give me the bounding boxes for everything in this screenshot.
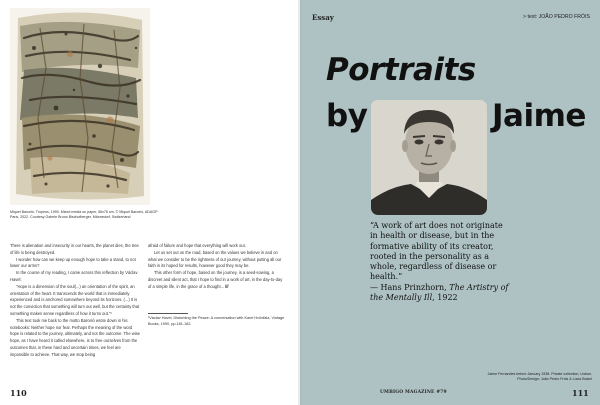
magazine-issue: UMBIGO MAGAZINE #79 xyxy=(380,390,447,395)
footnote: ¹Václav Havel, Disturbing the Peace: A conversation with Karel Hvížďala, Vintage Books, 1990, pp.181-182. xyxy=(148,316,285,326)
quote-text: “A work of art does not originate in health or disease, but in the formative ability of its creator, rooted in the personality as a whole, regardless of disease or health.” xyxy=(370,221,503,282)
quote-year: , 1922 xyxy=(432,293,458,303)
author-byline: > text: JOÃO PEDRO FRÓIS xyxy=(522,14,590,20)
quote-author: — Hans Prinzhorn, xyxy=(370,282,447,292)
article-column-1 xyxy=(10,243,140,359)
page-number-left: 110 xyxy=(10,388,27,398)
title-line-1: Portraits xyxy=(326,52,476,88)
article-paragraph: There is alienation and insecurity in our hearts, the planet dies, the tree of life is being destroyed. xyxy=(10,243,139,255)
man-portrait-illustration xyxy=(371,100,487,215)
artwork-image xyxy=(10,8,150,205)
end-mark: /// xyxy=(225,283,229,289)
article-paragraph: Let us set out on the road, based on the values we believe in and on what we consider to be the rightness of our journey, without putting all our faith in its hoped for results, however good they may be. xyxy=(148,249,282,269)
article-paragraph: "Hope is a dimension of the soul(...) an orientation of the spirit, an orientation of the heart. It transcends the world that is immediately experienced and is anchored somewhere beyond its horizons. (...) It is not the conviction that something will turn out well, but the certainty that something makes sense regardless of how it turns out."¹ xyxy=(10,283,140,316)
abstract-painting-illustration xyxy=(10,8,150,205)
artwork-caption: Miquel Barceló, Tropeos, 1990. Mixed media on paper, 56x76 cm. © Miquel Barceló, ADAGP Paris, 2022. Courtesy Galerie Bruno Bischofberger, Männedorf, Switzerland xyxy=(10,210,158,219)
article-paragraph: afraid of failure and hope that everything will work out. xyxy=(148,243,246,248)
portrait-photo xyxy=(371,100,487,215)
spacer xyxy=(148,303,286,309)
quote-attribution xyxy=(370,283,510,304)
article-paragraph xyxy=(148,270,286,290)
section-label: Essay xyxy=(312,13,334,22)
article-paragraph: This text took me back to the motto Barceló wrote down in his notebooks: Neither hope nor fear. Perhaps the meaning of the word hope is related to the journey, ultimately, and not the outcome. The wise hope, as I have heard it called elsewhere, is to free ourselves from the outcomes that, in these hard and uncertain times, we feel are impossible to achieve. That way, we stop being xyxy=(10,317,140,357)
article-column-2 xyxy=(148,243,286,327)
pull-quote xyxy=(370,221,510,303)
article-paragraph: In the course of my reading, I came across this reflection by Václav Havel: xyxy=(10,270,138,282)
title-by: by xyxy=(326,98,368,134)
title-name: Jaime xyxy=(492,98,586,134)
gutter-shadow xyxy=(298,0,302,405)
footnote-rule xyxy=(148,313,188,314)
article-paragraph: I wonder how can we keep up enough hope to take a stand, to not lower our arms? xyxy=(10,256,136,269)
quote-book-title: The Artistry of the Mentally Ill xyxy=(370,282,509,303)
article-paragraph-text: This other form of hope, based on the journey, is a seed-sowing, a discreet and silent act, that I hope to find in a work of art, in the day-to-day of a simple life, in the grace of a thought... xyxy=(148,270,283,289)
photo-credit: Jaime Fernandes before January 1938. Private collection, Lisbon. Photo/Design: João Pedro Fróis & Lúcia Boisel xyxy=(487,372,592,381)
page-number-right: 111 xyxy=(572,388,589,398)
